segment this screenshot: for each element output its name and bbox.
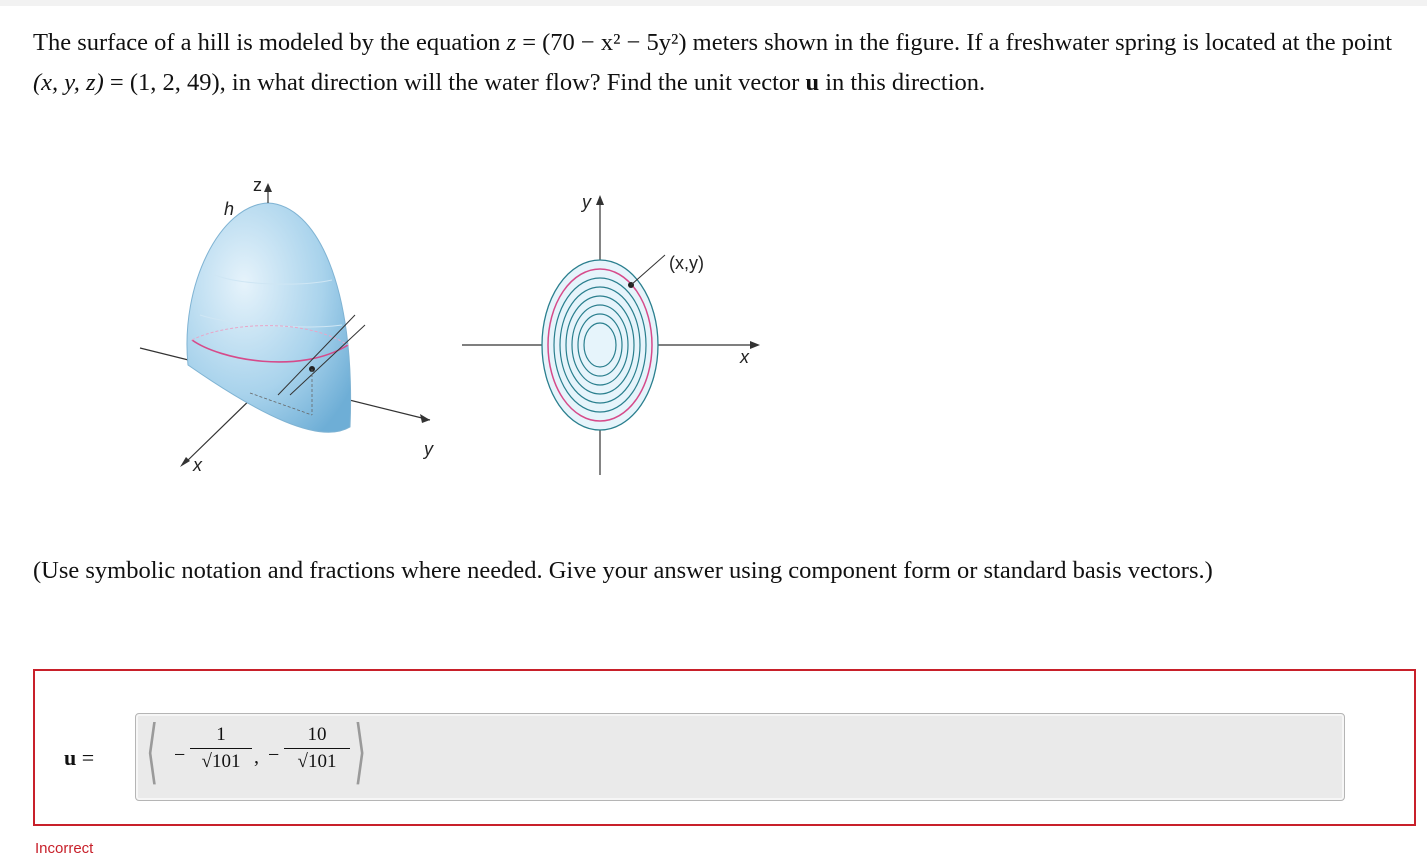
vector-u: u xyxy=(805,69,820,96)
minus-sign-2: − xyxy=(268,744,280,766)
eq-sign: = xyxy=(516,29,543,56)
top-divider xyxy=(0,0,1427,6)
label-point-xy: (x,y) xyxy=(669,253,704,273)
label-x-2d: x xyxy=(740,347,749,367)
problem-text-c: , in what direction will the water flow? Find the unit vector xyxy=(219,69,806,96)
axis-x-arrow xyxy=(180,457,190,467)
right-angle-bracket: ⟩ xyxy=(354,710,367,792)
answer-input[interactable] xyxy=(135,710,1345,801)
denominator-1: √101 xyxy=(201,751,241,772)
instructions: (Use symbolic notation and fractions where needed. Give your answer using component form or standard basis vectors.) xyxy=(33,557,1213,584)
problem-text-b: meters shown in the figure. If a freshwater spring is located at the point xyxy=(686,29,1393,56)
point-value: = (1, 2, 49) xyxy=(103,69,220,96)
numerator-2: 10 xyxy=(307,724,327,745)
answer-label xyxy=(64,745,94,771)
label-y-3d: y xyxy=(424,439,433,459)
hill-figure xyxy=(120,165,780,495)
problem-text-d: in this direction. xyxy=(819,69,986,96)
label-y-2d: y xyxy=(582,192,591,212)
contour-map xyxy=(462,192,760,475)
comma: , xyxy=(254,746,259,768)
label-x-3d: x xyxy=(193,455,202,475)
denominator-2: √101 xyxy=(297,751,337,772)
fraction-2 xyxy=(284,724,350,773)
problem-statement xyxy=(33,23,1403,103)
left-angle-bracket: ⟨ xyxy=(146,710,159,792)
hill-surface xyxy=(187,203,351,432)
label-z: z xyxy=(253,175,262,195)
axis-y-arrow xyxy=(420,414,430,423)
numerator-1: 1 xyxy=(216,724,226,745)
minus-sign-1: − xyxy=(174,744,186,766)
label-h: h xyxy=(224,199,235,219)
var-z: z xyxy=(506,29,517,56)
problem-text-a: The surface of a hill is modeled by the equation xyxy=(33,29,507,56)
fraction-1 xyxy=(190,724,252,773)
feedback-status: Incorrect xyxy=(35,840,94,857)
equation-expression: (70 − x² − 5y²) xyxy=(542,29,687,56)
hill-3d-plot xyxy=(140,175,434,475)
point-vars: (x, y, z) xyxy=(33,69,104,96)
answer-label-eq: = xyxy=(76,745,95,770)
answer-label-u: u xyxy=(64,745,77,770)
